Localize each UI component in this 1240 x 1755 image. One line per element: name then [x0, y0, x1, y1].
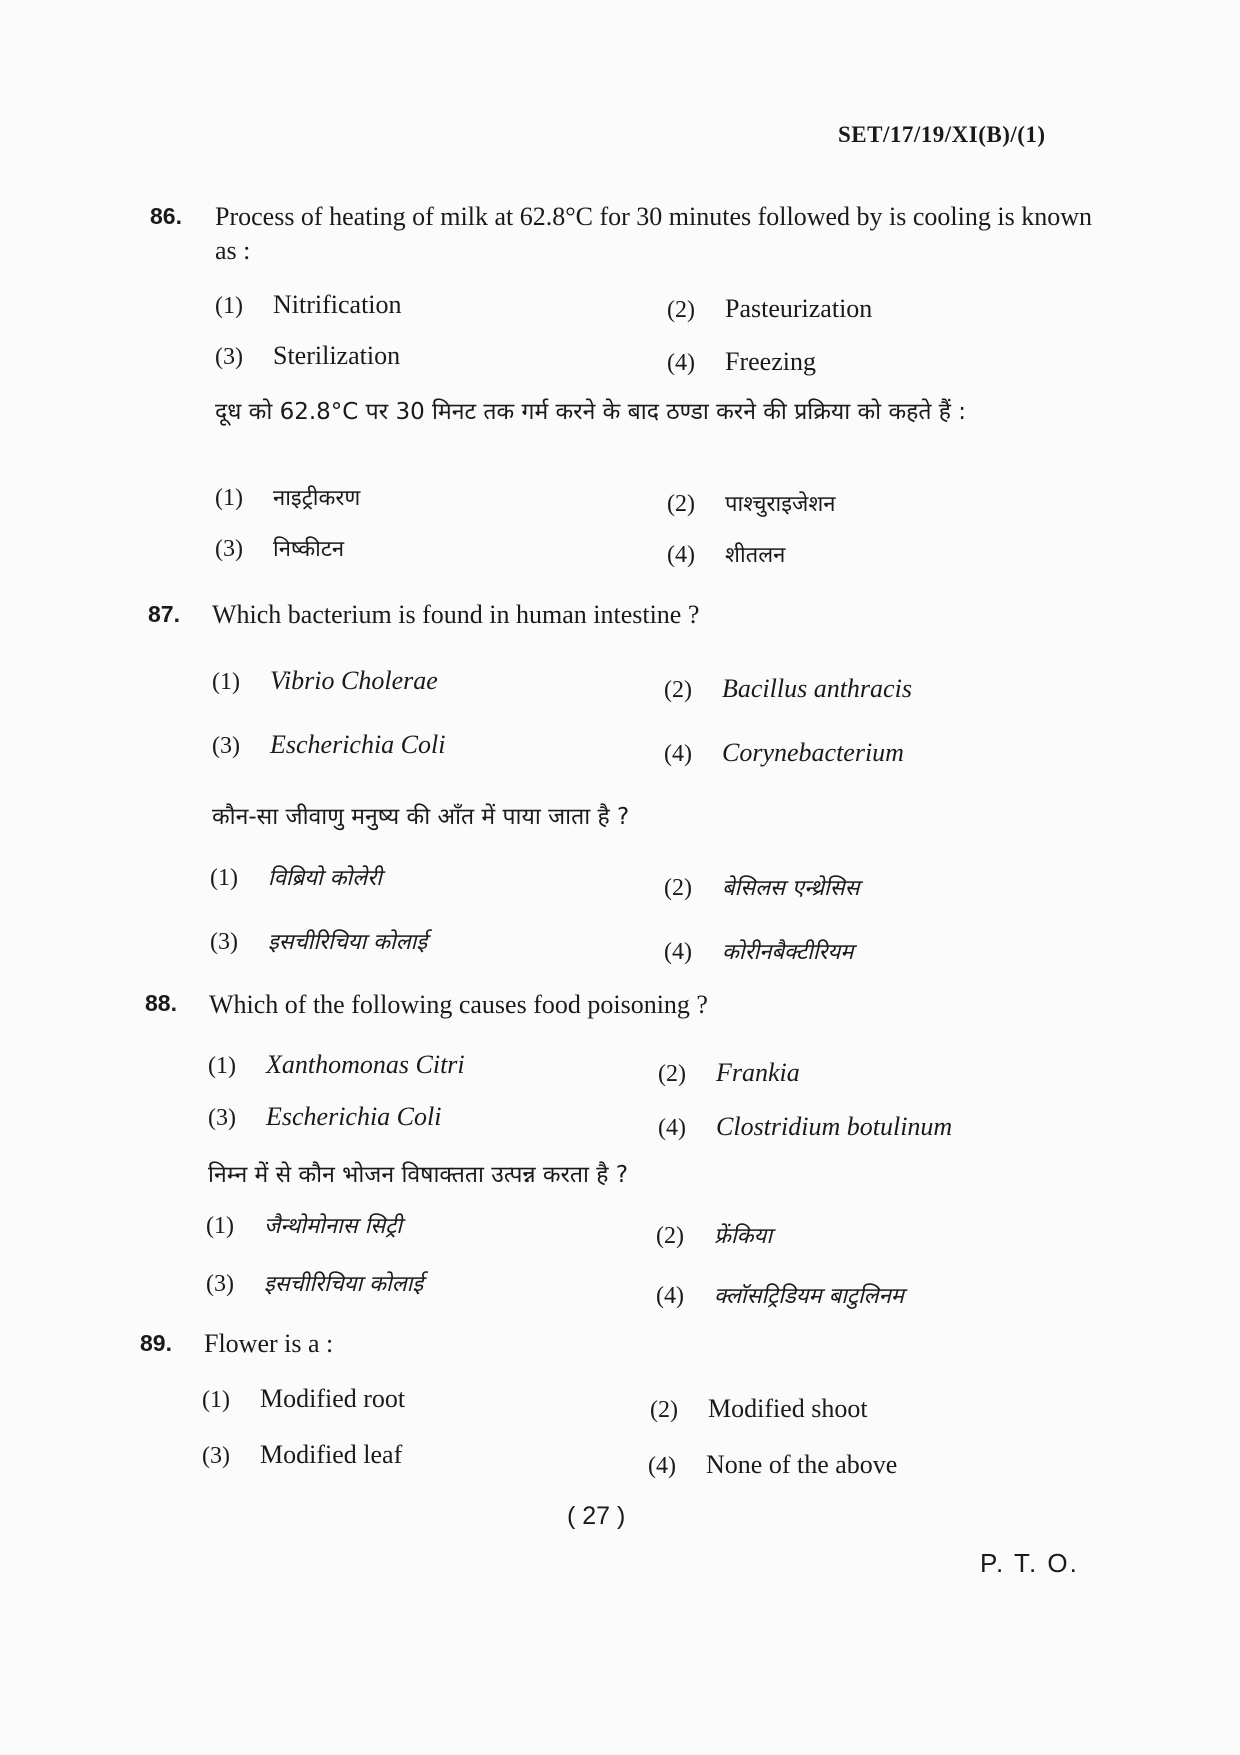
option-item-hindi [667, 488, 836, 518]
option-text: बेसिलस एन्थ्रेसिस [722, 876, 860, 901]
question-text: Process of heating of milk at 62.8°C for 30 minutes followed by is cooling is known as : [215, 202, 1092, 265]
option-number: (1) [202, 1387, 230, 1413]
option-item [212, 730, 445, 760]
option-number: (3) [215, 344, 243, 370]
option-item [208, 1050, 465, 1080]
option-item-hindi [215, 482, 360, 512]
option-text: Freezing [725, 347, 816, 376]
option-number: (4) [664, 939, 692, 965]
option-number: (4) [658, 1115, 686, 1141]
option-number: (4) [648, 1453, 676, 1479]
option-number: (3) [212, 733, 240, 759]
option-number: (2) [667, 491, 695, 517]
option-text: Sterilization [273, 341, 401, 370]
option-text: पाश्चुराइजेशन [725, 492, 836, 517]
question-number: 87. [148, 601, 180, 627]
option-text: Frankia [716, 1058, 800, 1087]
question-number: 89. [140, 1330, 172, 1356]
option-number: (1) [215, 293, 243, 319]
option-item [215, 341, 400, 371]
question-text-hindi: निम्न में से कौन भोजन विषाक्तता उत्पन्न करता है ? [208, 1162, 629, 1188]
option-text: फ्रेंकिया [714, 1224, 773, 1249]
option-number: (3) [206, 1271, 234, 1297]
option-number: (2) [656, 1223, 684, 1249]
option-number: (4) [667, 542, 695, 568]
option-text: Bacillus anthracis [722, 674, 912, 703]
option-item [667, 347, 816, 377]
option-text: None of the above [706, 1450, 898, 1479]
option-item [212, 666, 438, 696]
option-item [208, 1102, 441, 1132]
option-text: कोरीनबैक्टीरियम [722, 940, 854, 965]
option-item-hindi [664, 872, 859, 902]
option-text: Modified root [260, 1384, 406, 1413]
option-text: नाइट्रीकरण [273, 486, 361, 511]
option-number: (2) [664, 875, 692, 901]
option-item [664, 738, 904, 768]
question-number: 86. [150, 203, 182, 229]
option-number: (2) [667, 297, 695, 323]
option-item [667, 294, 872, 324]
question-text: Which bacterium is found in human intestine ? [212, 600, 700, 629]
option-text: Vibrio Cholerae [270, 666, 438, 695]
option-number: (1) [212, 669, 240, 695]
option-text: Escherichia Coli [266, 1102, 442, 1131]
option-item [215, 290, 402, 320]
option-text: विब्रियो कोलेरी [268, 866, 382, 891]
option-item-hindi [656, 1280, 904, 1310]
option-number: (1) [215, 485, 243, 511]
option-text: Corynebacterium [722, 738, 904, 767]
option-number: (4) [664, 741, 692, 767]
option-item-hindi [206, 1210, 402, 1240]
pto-label: P. T. O. [980, 1548, 1079, 1578]
question-text: Flower is a : [204, 1329, 334, 1358]
option-item [650, 1394, 868, 1424]
option-item-hindi [656, 1220, 772, 1250]
question-text-hindi: दूध को 62.8°C पर 30 मिनट तक गर्म करने के बाद ठण्डा करने की प्रक्रिया को कहते हैं : [215, 399, 967, 425]
option-number: (3) [215, 536, 243, 562]
option-text: क्लॉसट्रिडियम बाटुलिनम [714, 1284, 904, 1309]
option-item-hindi [210, 926, 427, 956]
option-text: Clostridium botulinum [716, 1112, 953, 1141]
option-text: Nitrification [273, 290, 402, 319]
option-item-hindi [664, 936, 853, 966]
option-number: (1) [208, 1053, 236, 1079]
option-text: इसचीरिचिया कोलाई [264, 1272, 424, 1297]
page-number: ( 27 ) [567, 1502, 626, 1530]
option-number: (4) [656, 1283, 684, 1309]
option-text: Pasteurization [725, 294, 873, 323]
option-text: Modified shoot [708, 1394, 868, 1423]
option-item [202, 1440, 402, 1470]
option-number: (3) [210, 929, 238, 955]
option-text: Modified leaf [260, 1440, 403, 1469]
option-item-hindi [215, 533, 344, 563]
paper-code: SET/17/19/XI(B)/(1) [838, 122, 1046, 147]
option-number: (2) [650, 1397, 678, 1423]
option-item-hindi [210, 862, 382, 892]
option-item [664, 674, 912, 704]
option-item [658, 1112, 952, 1142]
option-text: जैन्थोमोनास सिट्री [264, 1214, 402, 1239]
option-text: इसचीरिचिया कोलाई [268, 930, 428, 955]
option-number: (1) [206, 1213, 234, 1239]
option-number: (3) [202, 1443, 230, 1469]
option-number: (2) [658, 1061, 686, 1087]
option-number: (3) [208, 1105, 236, 1131]
option-number: (2) [664, 677, 692, 703]
option-item [648, 1450, 897, 1480]
option-item-hindi [206, 1268, 423, 1298]
option-item [658, 1058, 800, 1088]
option-text: Xanthomonas Citri [266, 1050, 465, 1079]
option-item [202, 1384, 405, 1414]
question-text: Which of the following causes food poisoning ? [209, 990, 708, 1019]
option-text: Escherichia Coli [270, 730, 446, 759]
question-text-hindi: कौन-सा जीवाणु मनुष्य की आँत में पाया जाता है ? [212, 804, 630, 830]
option-text: शीतलन [725, 543, 786, 568]
option-text: निष्कीटन [273, 537, 345, 562]
option-number: (4) [667, 350, 695, 376]
option-number: (1) [210, 865, 238, 891]
option-item-hindi [667, 539, 785, 569]
question-number: 88. [145, 990, 177, 1016]
